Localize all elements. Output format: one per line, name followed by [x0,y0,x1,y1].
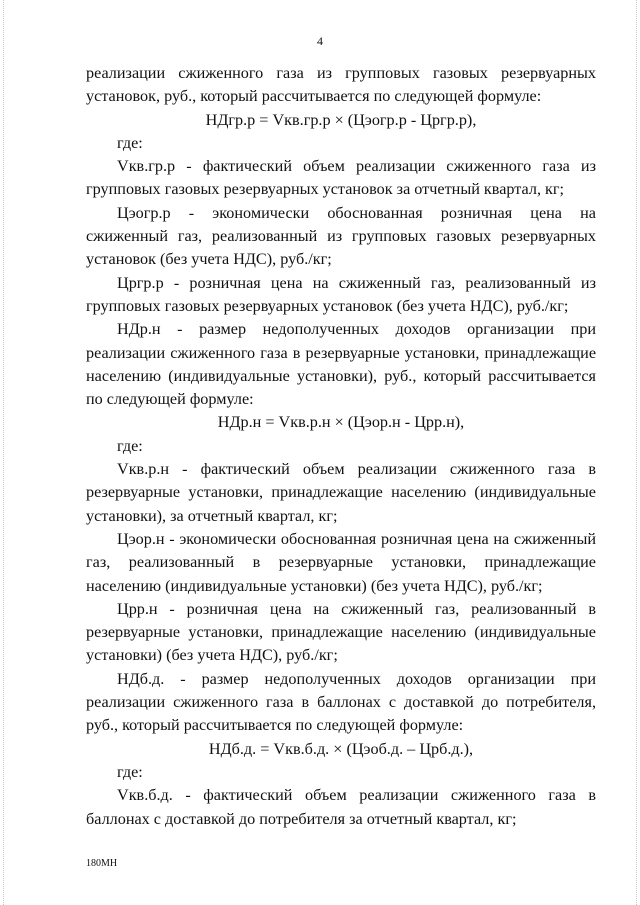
where-label: где: [117,133,143,152]
document-body [86,62,596,831]
where-label: где: [117,762,143,781]
right-edge-line [636,0,637,905]
definition-vkv-r-n: Vкв.р.н - фактический объем реализации сжиженного газа в резервуарные установки, принадлежащие населению (индивидуальные установки), за отчетный квартал, кг; [86,460,596,525]
footer-code: 180МН [86,858,118,869]
formula-individual-tank: НДр.н = Vкв.р.н × (Цэор.н - Црр.н), [217,413,465,432]
formula-cylinders: НДб.д. = Vкв.б.д. × (Цэоб.д. – Црб.д.), [208,739,474,758]
definition-tseogr-r: Цэогр.р - экономически обоснованная розничная цена на сжиженный газ, реализованный из групповых газовых резервуарных установок (без учета НДС), руб./кг; [86,203,596,269]
definition-tsrr-n: Црр.н - розничная цена на сжиженный газ, реализованный в резервуарные установки, принадлежащие населению (индивидуальные установки) (без учета НДС), руб./кг; [86,599,596,665]
definition-vkv-b-d: Vкв.б.д. - фактический объем реализации сжиженного газа в баллонах с доставкой до потребителя за отчетный квартал, кг; [86,786,596,828]
definition-vkv-gr-r: Vкв.гр.р - фактический объем реализации сжиженного газа из групповых газовых резервуарных установок за отчетный квартал, кг; [86,157,596,199]
definition-ndb-d: НДб.д. - размер недополученных доходов организации при реализации сжиженного газа в баллонах с доставкой до потребителя, руб., который рассчитывается по следующей формуле: [86,669,596,735]
where-label: где: [117,436,143,455]
left-edge-line [3,0,4,905]
definition-tseor-n: Цэор.н - экономически обоснованная розничная цена на сжиженный газ, реализованный в резервуарные установки, принадлежащие населению (индивидуальные установки) (без учета НДС), руб./кг; [86,529,596,595]
page-number: 4 [317,34,323,48]
definition-tsrgr-r: Цргр.р - розничная цена на сжиженный газ, реализованный из групповых газовых резервуарных установок (без учета НДС), руб./кг; [86,273,596,315]
paragraph-intro: реализации сжиженного газа из групповых газовых резервуарных установок, руб., который рассчитывается по следующей формуле: [86,64,596,106]
definition-ndr-n: НДр.н - размер недополученных доходов организации при реализации сжиженного газа в резервуарные установки, принадлежащие населению (индивидуальные установки), руб., который рассчитывается по следующей формуле: [86,320,596,409]
formula-group-tank: НДгр.р = Vкв.гр.р × (Цэогр.р - Цргр.р), [205,110,477,129]
